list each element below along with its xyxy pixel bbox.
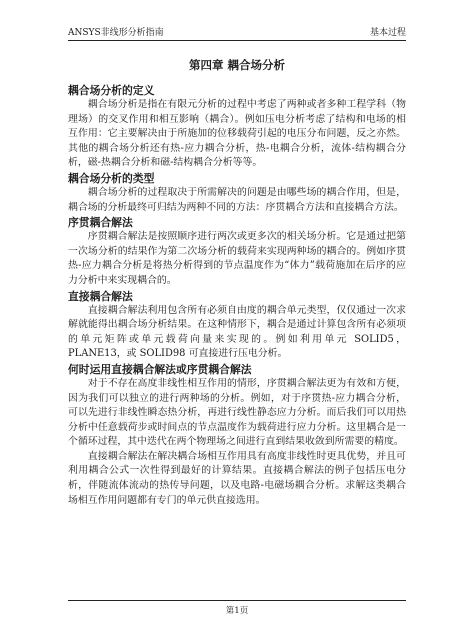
main-content <box>68 83 406 508</box>
page-footer: 第1页 <box>68 600 406 616</box>
header-left: ANSYS非线形分析指南 <box>68 28 164 38</box>
page-header <box>68 26 406 41</box>
section-body-direct: 直接耦合解法利用包含所有必须自由度的耦合单元类型，仅仅通过一次求解就能得出耦合场分析结果。在这种情形下，耦合是通过计算包含所有必须项的单元矩阵或单元载荷向量来实现的。例如利用单元 SOLID5，PLANE13，或 SOLID98 可直接进行压电分析。 <box>68 304 406 360</box>
section-body-direct-advantages: 直接耦合解法在解决耦合场相互作用具有高度非线性时更具优势，并且可利用耦合公式一次性得到最好的计算结果。直接耦合解法的例子包括压电分析，伴随流体流动的热传导问题，以及电路-电磁场耦合分析。求解这类耦合场相互作用问题都有专门的单元供直接选用。 <box>68 450 406 506</box>
chapter-title: 第四章 耦合场分析 <box>188 58 285 72</box>
section-body-sequential: 序贯耦合解法是按照顺序进行两次或更多次的相关场分析。它是通过把第一次场分析的结果作为第二次场分析的载荷来实现两种场的耦合的。例如序贯热-应力耦合分析是将热分析得到的节点温度作为“体力”载荷施加在后序的应力分析中来实现耦合的。 <box>68 231 406 286</box>
section-body-types: 耦合场分析的过程取决于所需解决的问题是由哪些场的耦合作用，但是，耦合场的分析最终可归结为两种不同的方法：序贯耦合方法和直接耦合方法。 <box>68 186 406 213</box>
section-body-definition: 耦合场分析是指在有限元分析的过程中考虑了两种或者多种工程学科（物理场）的交叉作用和相互影响（耦合）。例如压电分析考虑了结构和电场的相互作用：它主要解决由于所施加的位移载荷引起的电压分布问题，反之亦然。其他的耦合场分析还有热-应力耦合分析，热-电耦合分析，流体-结构耦合分析，磁-热耦合分析和磁-结构耦合分析等等。 <box>68 99 406 169</box>
section-heading-definition: 耦合场分析的定义 <box>68 84 155 97</box>
section-body-when-to-use: 对于不存在高度非线性相互作用的情形，序贯耦合解法更为有效和方便，因为我们可以独立的进行两种场的分析。例如，对于序贯热-应力耦合分析，可以先进行非线性瞬态热分析，再进行线性静态应力分析。而后我们可以用热分析中任意载荷步或时间点的节点温度作为载荷进行应力分析。这里耦合是一个循环过程，其中迭代在两个物理场之间进行直到结果收敛到所需要的精度。 <box>68 377 406 448</box>
section-heading-direct: 直接耦合解法 <box>68 289 133 303</box>
section-heading-when-to-use: 何时运用直接耦合解法或序贯耦合解法 <box>68 362 252 376</box>
header-right: 基本过程 <box>369 28 406 38</box>
section-heading-types: 耦合场分析的类型 <box>68 171 155 185</box>
section-heading-sequential: 序贯耦合解法 <box>68 216 133 230</box>
